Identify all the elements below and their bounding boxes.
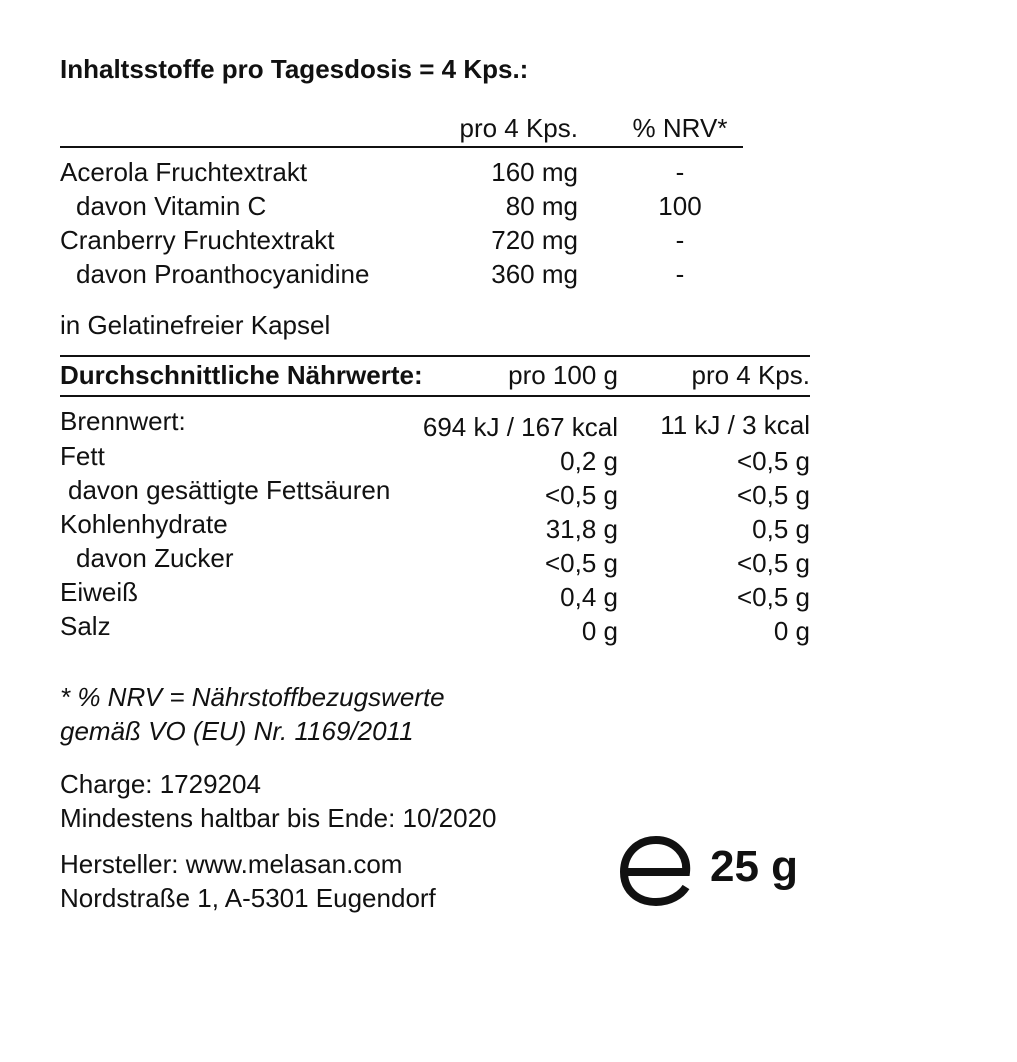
nutrient-per4: <0,5 g <box>736 446 810 476</box>
nutrient-name: Fett <box>60 441 105 471</box>
nutrient-per100: 694 kJ / 167 kcal <box>422 412 618 442</box>
ingredient-nrv: - <box>675 157 685 187</box>
nutrition-top-rule <box>60 355 810 357</box>
ingredient-amount: 160 mg <box>491 157 578 187</box>
ingredient-nrv: - <box>675 259 685 289</box>
nutrient-per100: 0 g <box>581 616 618 646</box>
nutrition-header-rule <box>60 395 810 397</box>
ingredient-nrv: 100 <box>658 191 702 221</box>
ingredients-title: Inhaltsstoffe pro Tagesdosis = 4 Kps.: <box>60 54 529 84</box>
manufacturer-address: Nordstraße 1, A-5301 Eugendorf <box>60 883 436 913</box>
nutrient-per4: <0,5 g <box>736 582 810 612</box>
manufacturer-line1: Hersteller: www.melasan.com <box>60 849 403 879</box>
ingredient-name: Cranberry Fruchtextrakt <box>60 225 335 255</box>
nutrient-per100: 0,4 g <box>560 582 618 612</box>
nutrient-name: Brennwert: <box>60 406 186 436</box>
nutrient-per4: 0,5 g <box>752 514 810 544</box>
ingredients-col-nrv: % NRV* <box>632 113 728 143</box>
estimated-sign-icon <box>618 832 694 908</box>
nutrient-name: Eiweiß <box>60 577 139 607</box>
nutrient-name: davon Zucker <box>76 543 234 573</box>
ingredient-name: davon Vitamin C <box>76 191 267 221</box>
nutrient-name: Kohlenhydrate <box>60 509 228 539</box>
batch-charge: Charge: 1729204 <box>60 769 261 799</box>
ingredient-nrv: - <box>675 225 685 255</box>
nutrition-col-100g: pro 100 g <box>508 360 618 390</box>
best-before: Mindestens haltbar bis Ende: 10/2020 <box>60 803 497 833</box>
nutrition-title: Durchschnittliche Nährwerte: <box>60 360 423 390</box>
footnote-line2: gemäß VO (EU) Nr. 1169/2011 <box>60 716 414 746</box>
nutrient-per100: <0,5 g <box>544 548 618 578</box>
footnote-line1: * % NRV = Nährstoffbezugswerte <box>60 682 445 712</box>
ingredients-col-amount: pro 4 Kps. <box>459 113 578 143</box>
ingredient-name: davon Proanthocyanidine <box>76 259 370 289</box>
nutrient-per100: <0,5 g <box>544 480 618 510</box>
ingredients-header-rule <box>60 146 743 148</box>
net-weight: 25 g <box>710 842 799 891</box>
capsule-note: in Gelatinefreier Kapsel <box>60 310 331 340</box>
ingredient-amount: 80 mg <box>505 191 578 221</box>
nutrient-name: Salz <box>60 611 111 641</box>
ingredient-amount: 720 mg <box>491 225 578 255</box>
nutrient-per4: 0 g <box>773 616 810 646</box>
ingredient-amount: 360 mg <box>491 259 578 289</box>
nutrient-per4: <0,5 g <box>736 480 810 510</box>
nutrient-per4: <0,5 g <box>736 548 810 578</box>
nutrient-per4: 11 kJ / 3 kcal <box>660 410 810 440</box>
nutrient-per100: 0,2 g <box>560 446 618 476</box>
nutrient-per100: 31,8 g <box>545 514 618 544</box>
nutrient-name: davon gesättigte Fettsäuren <box>68 475 391 505</box>
ingredient-name: Acerola Fruchtextrakt <box>60 157 308 187</box>
nutrition-col-4kps: pro 4 Kps. <box>691 360 810 390</box>
